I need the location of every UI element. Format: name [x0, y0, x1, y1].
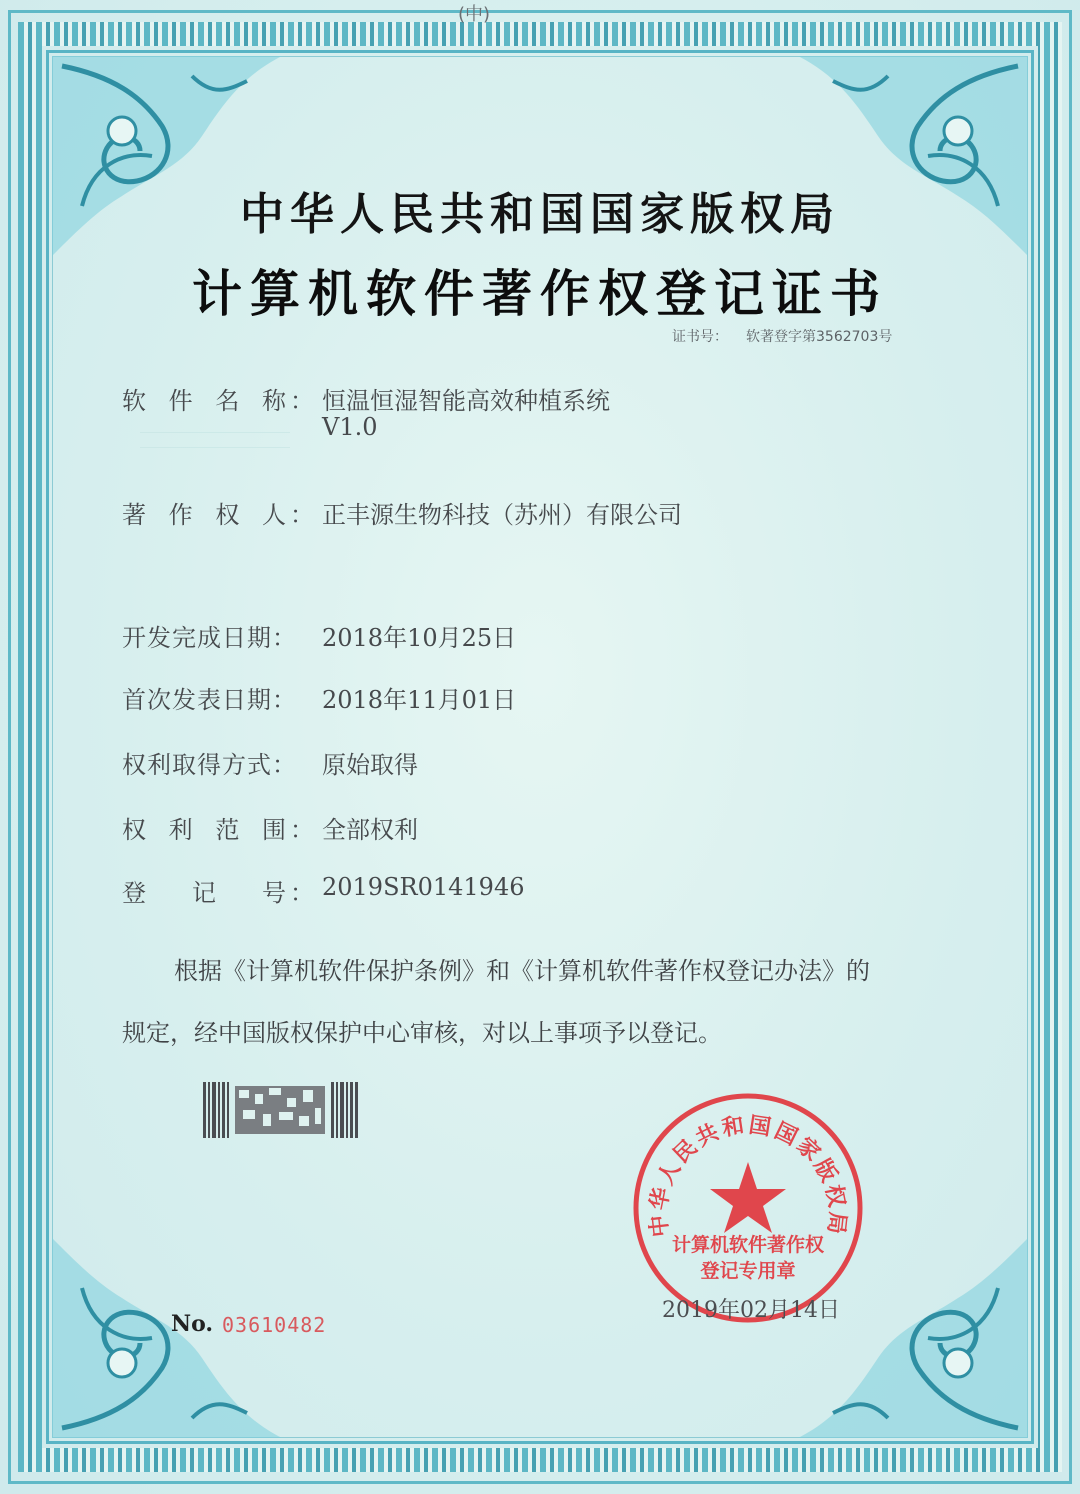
faint-watermark [140, 432, 290, 448]
certificate-number-label: 证书号： [672, 329, 728, 345]
development-date-label: 开发完成日期： [122, 624, 297, 652]
serial-number-value: 03610482 [222, 1313, 327, 1337]
copyright-owner-label: 著 作 权 人 ： [122, 501, 315, 529]
certificate-title: 计算机软件著作权登记证书 [192, 265, 888, 323]
legal-statement-line-1: 根据《计算机软件保护条例》和《计算机软件著作权登记办法》的 [174, 957, 870, 985]
publish-date-value: 2018年11月01日 [322, 686, 517, 714]
development-date-value: 2018年10月25日 [322, 624, 517, 652]
issuing-authority: 中华人民共和国国家版权局 [240, 189, 840, 240]
registration-number-label: 登 记 号 ： [122, 879, 315, 907]
certificate-number-value: 软著登字第3562703号 [746, 329, 893, 345]
corner-ornament-bottom-left [52, 1238, 282, 1438]
certificate-number [672, 326, 910, 346]
seal-arc-text: 中华人民共和国国家版权局 [646, 1112, 850, 1239]
serial-number-label: No. [171, 1311, 214, 1337]
official-seal [630, 1090, 866, 1326]
software-name-label: 软 件 名 称 ： [122, 387, 315, 415]
legal-statement-line-2: 规定，经中国版权保护中心审核，对以上事项予以登记。 [122, 1019, 722, 1047]
software-name-value: 恒温恒湿智能高效种植系统 [322, 387, 610, 415]
copyright-owner-value: 正丰源生物科技（苏州）有限公司 [322, 501, 682, 529]
barcode [203, 1082, 359, 1138]
legal-statement [122, 940, 972, 1064]
seal-line-1: 计算机软件著作权 [671, 1234, 824, 1256]
seal-line-2: 登记专用章 [700, 1260, 796, 1282]
publish-date-label: 首次发表日期： [122, 686, 297, 714]
software-version-value: V1.0 [322, 413, 378, 441]
top-handwritten-note: (中) [458, 4, 491, 25]
acquisition-method-label: 权利取得方式： [122, 751, 297, 779]
rights-scope-label: 权 利 范 围 ： [122, 816, 315, 844]
registration-number-value: 2019SR0141946 [322, 873, 525, 901]
acquisition-method-value: 原始取得 [322, 751, 418, 779]
rights-scope-value: 全部权利 [322, 816, 418, 844]
issue-date: 2019年02月14日 [662, 1298, 840, 1323]
